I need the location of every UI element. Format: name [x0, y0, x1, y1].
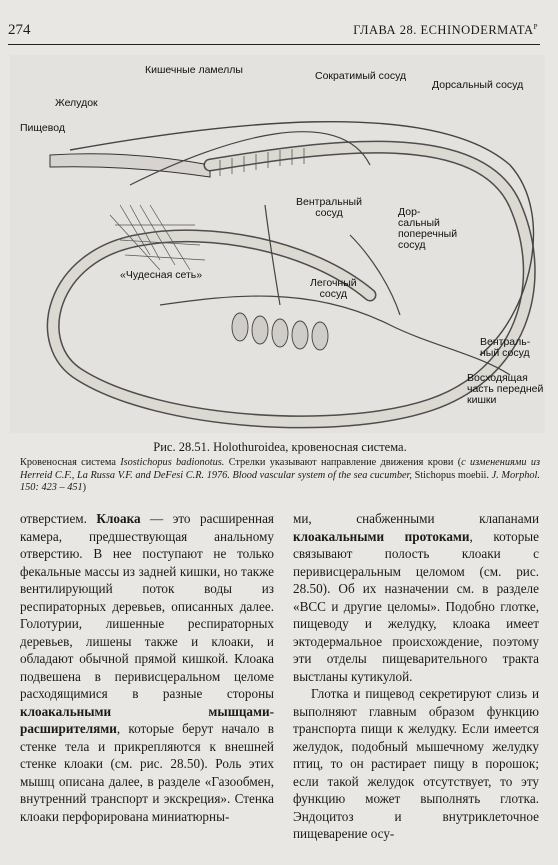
label-ventral-vessel: Вентральный сосуд: [296, 196, 362, 219]
label-ascending-intestine: Восходящая часть передней кишки: [467, 372, 544, 406]
right-paragraph-2: Глотка и пищевод секретируют слизь и выполняют главным образом функцию транспорта пищи к желудку. Если имеется желудок, подобный мышечному желудку птиц, то он растирает пищу в порошок; если такой желудок отсутствует, то эту функцию может выполнять глотка. Эндоцитоз и внутриклеточное пищеварение осу-: [293, 686, 539, 841]
running-head-superscript: P: [533, 23, 538, 31]
term-cloaca: Клоака: [96, 511, 141, 526]
label-esophagus: Пищевод: [20, 122, 65, 134]
label-intestinal-lamellae: Кишечные ламеллы: [145, 64, 243, 76]
left-paragraph: [20, 510, 274, 825]
term-cloacal-dilator-muscles: клоакальными мышцами-расширителями: [20, 703, 274, 736]
label-dorsal-vessel: Дорсальный сосуд: [432, 79, 524, 91]
right-column: [293, 510, 539, 843]
figure-note: [20, 457, 540, 495]
left-text-1: отверстием.: [20, 511, 97, 526]
left-column: [20, 510, 274, 825]
left-text-3: , которые берут начало в стенке тела и прикрепляются к внешней стенке клоаки (см. рис. 28.50). Роль этих мышц описана далее, в разделе «Газообмен, внутренний транспорт и экскреция». Стенка клоаки перфорирована миниатюрны-: [20, 721, 274, 824]
page-number: 274: [8, 22, 31, 38]
figure-note-journal: J. Morphol. 150: 423 – 451: [20, 469, 540, 493]
figure-note-text-1: Кровеносная система: [20, 457, 121, 468]
right-text-1: ми, снабженными клапанами: [293, 511, 539, 526]
label-pulmonary-vessel: Легочный сосуд: [310, 277, 357, 300]
label-wonder-net: «Чудесная сеть»: [120, 269, 203, 281]
label-ventral-vessel-right: Вентраль- ный сосуд: [480, 336, 531, 359]
label-dorsal-transverse-vessel: Дор- сальный поперечный сосуд: [398, 206, 458, 251]
page-header: [8, 22, 538, 44]
left-text-2: — это расширенная камера, предшествующая анальному отверстию. В нее поступают не только фекальные массы из задней кишки, но также вентилирующий поток воды из респираторных деревьев, описанных далее. Голотурии, лишенные респираторных деревьев, лишены также и клоаки, и обладают обычной прямой кишкой. Клоака подвешена в перивисцеральном целоме расходящимися в разные стороны: [20, 511, 274, 701]
figure-holothurian-blood-system: [10, 55, 545, 433]
figure-note-source: с изменениями из Herreid C.F., La Russa V.F. and DeFesi C.R. 1976. Blood vascular system of the sea cucumber,: [20, 457, 541, 481]
figure-caption: Рис. 28.51. Holothuroidea, кровеносная система.: [153, 440, 407, 454]
figure-note-text-2: Стрелки указывают направление движения крови (: [224, 457, 462, 468]
figure-note-text-4: ): [82, 482, 87, 493]
running-head-text: ГЛАВА 28. ECHINODERMATA: [353, 23, 534, 38]
right-paragraph-1: [293, 510, 539, 685]
running-head: [353, 23, 538, 38]
header-rule: [8, 44, 540, 45]
figure-drawing: [10, 55, 545, 433]
figure-note-text-3: Stichopus moebii.: [411, 469, 492, 481]
term-cloacal-ducts: клоакальными протоками: [293, 528, 470, 544]
label-contractile-vessel: Сократимый сосуд: [315, 70, 407, 82]
label-stomach: Желудок: [55, 97, 98, 109]
figure-note-species: Isostichopus badionotus.: [120, 457, 225, 468]
right-text-2: , которые связывают полость клоаки с перивисцеральным целомом (см. рис. 28.50). Об их назначении см. в разделе «ВСС и другие целомы». Подобно глотке, пищеводу и желудку, клоака имеет эктодермальное происхождение, поэтому эти отделы пищеварительного тракта выстланы кутикулой.: [293, 528, 539, 684]
